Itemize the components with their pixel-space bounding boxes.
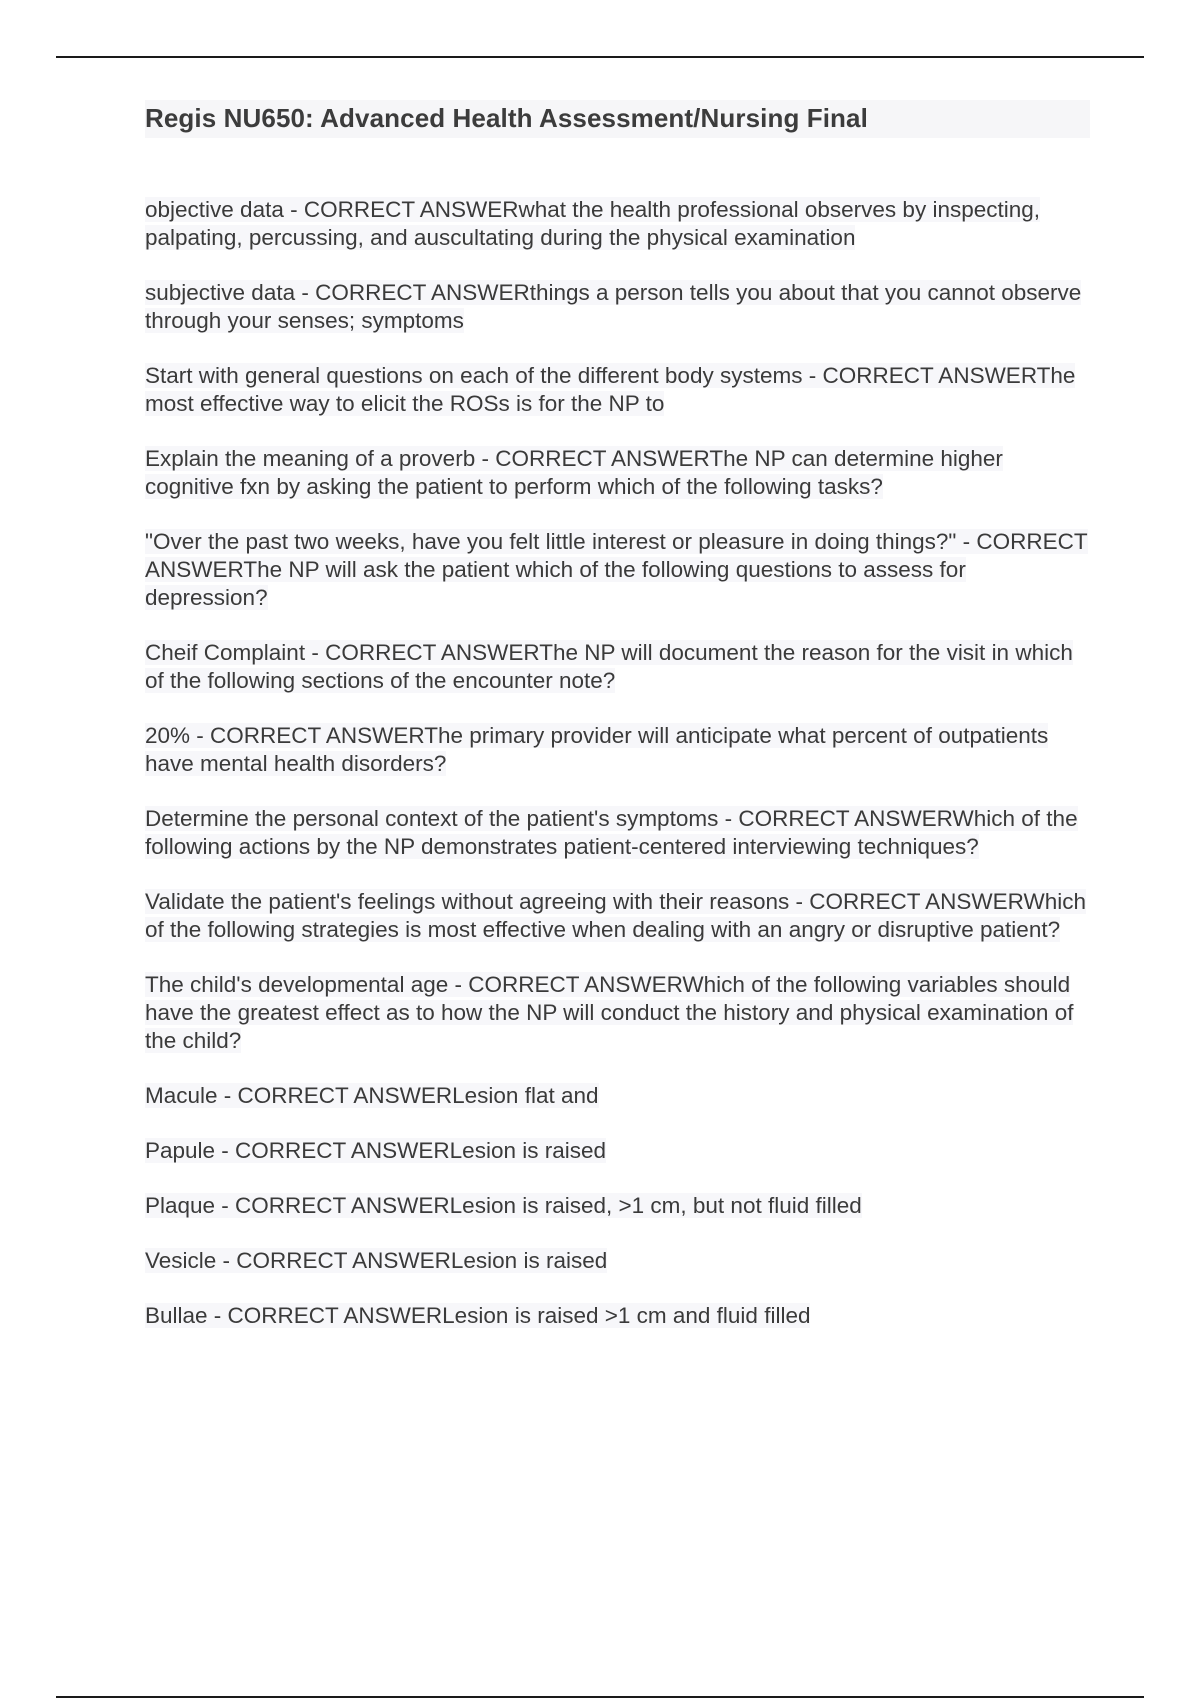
qa-item xyxy=(145,1192,1090,1220)
qa-text: Bullae - CORRECT ANSWERLesion is raised >1 cm and fluid filled xyxy=(145,1303,811,1328)
bottom-rule xyxy=(56,1696,1144,1698)
qa-text: Cheif Complaint - CORRECT ANSWERThe NP will document the reason for the visit in which of the following sections of the encounter note? xyxy=(145,640,1073,693)
qa-text: Start with general questions on each of the different body systems - CORRECT ANSWERThe most effective way to elicit the ROSs is for the NP to xyxy=(145,363,1076,416)
qa-item xyxy=(145,805,1090,861)
qa-item xyxy=(145,279,1090,335)
qa-text: 20% - CORRECT ANSWERThe primary provider will anticipate what percent of outpatients have mental health disorders? xyxy=(145,723,1049,776)
top-rule xyxy=(56,56,1144,58)
qa-item xyxy=(145,1247,1090,1275)
qa-text: Explain the meaning of a proverb - CORRECT ANSWERThe NP can determine higher cognitive fxn by asking the patient to perform which of the following tasks? xyxy=(145,446,1003,499)
qa-item xyxy=(145,971,1090,1055)
qa-text: Papule - CORRECT ANSWERLesion is raised xyxy=(145,1138,606,1163)
qa-item xyxy=(145,528,1090,612)
qa-item xyxy=(145,1302,1090,1330)
qa-text: "Over the past two weeks, have you felt little interest or pleasure in doing things?" - CORRECT ANSWERThe NP will ask the patient which of the following questions to assess for depression? xyxy=(145,529,1088,610)
qa-item xyxy=(145,1137,1090,1165)
qa-text: Determine the personal context of the patient's symptoms - CORRECT ANSWERWhich of the following actions by the NP demonstrates patient-centered interviewing techniques? xyxy=(145,806,1078,859)
qa-text: Vesicle - CORRECT ANSWERLesion is raised xyxy=(145,1248,608,1273)
qa-item xyxy=(145,888,1090,944)
document-title: Regis NU650: Advanced Health Assessment/Nursing Final xyxy=(145,100,1090,138)
document-body xyxy=(145,100,1090,1357)
qa-item xyxy=(145,639,1090,695)
qa-text: The child's developmental age - CORRECT ANSWERWhich of the following variables should have the greatest effect as to how the NP will conduct the history and physical examination of the child? xyxy=(145,972,1074,1053)
qa-text: Macule - CORRECT ANSWERLesion flat and xyxy=(145,1083,599,1108)
qa-text: Validate the patient's feelings without agreeing with their reasons - CORRECT ANSWERWhich of the following strategies is most effective when dealing with an angry or disruptive patient? xyxy=(145,889,1086,942)
qa-text: subjective data - CORRECT ANSWERthings a person tells you about that you cannot observe through your senses; symptoms xyxy=(145,280,1082,333)
qa-item xyxy=(145,722,1090,778)
qa-text: objective data - CORRECT ANSWERwhat the health professional observes by inspecting, palpating, percussing, and auscultating during the physical examination xyxy=(145,197,1041,250)
qa-item xyxy=(145,362,1090,418)
qa-item xyxy=(145,196,1090,252)
qa-text: Plaque - CORRECT ANSWERLesion is raised, >1 cm, but not fluid filled xyxy=(145,1193,862,1218)
qa-item xyxy=(145,1082,1090,1110)
qa-item xyxy=(145,445,1090,501)
qa-list xyxy=(145,196,1090,1330)
